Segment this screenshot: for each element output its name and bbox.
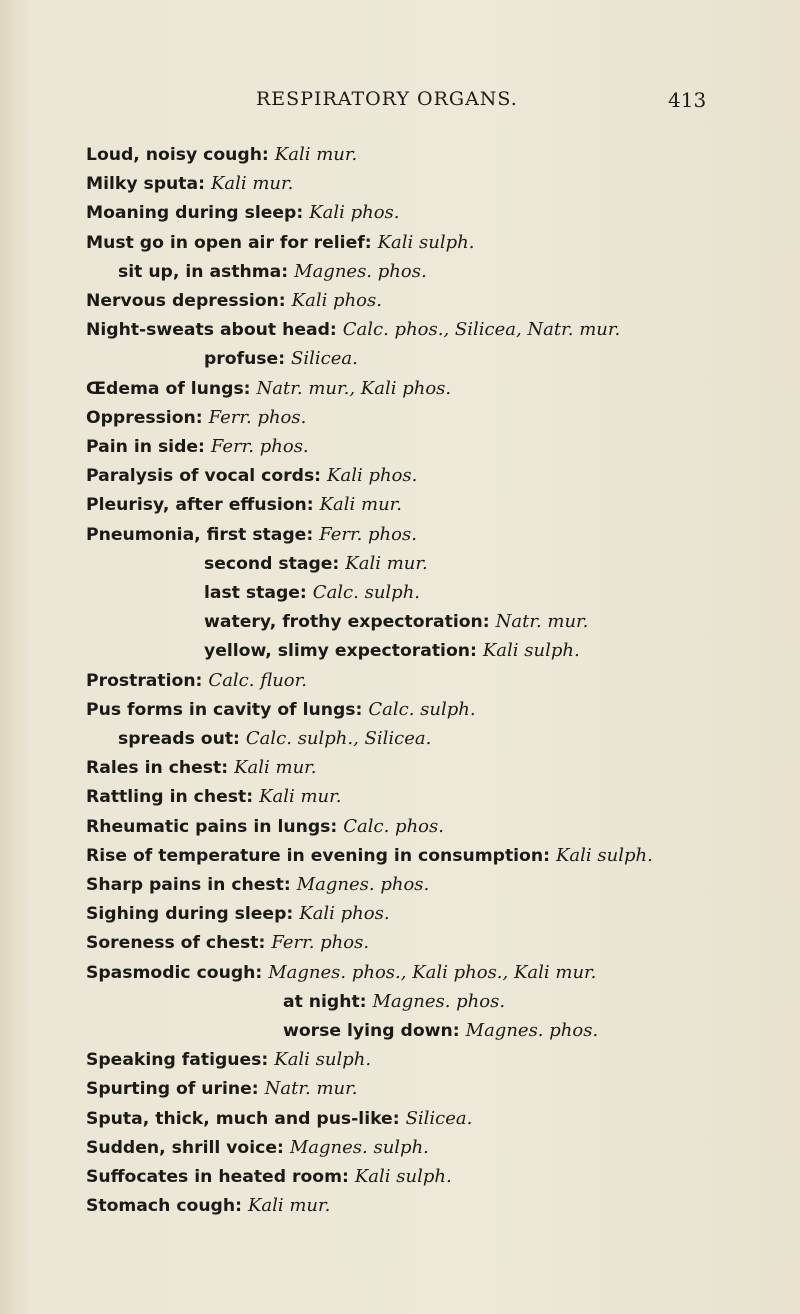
entry-term: Rattling in chest: — [86, 787, 260, 808]
entry-line — [86, 432, 309, 461]
entry-line — [86, 490, 402, 519]
entry-remedy: Natr. mur. — [495, 611, 589, 633]
entry-remedy: Kali mur. — [234, 757, 317, 779]
entry-remedy: Kali sulph. — [377, 231, 475, 253]
entry-remedy: Kali sulph. — [274, 1049, 372, 1071]
entry-line — [86, 1074, 357, 1103]
entry-line — [86, 753, 317, 782]
entry-remedy: Kali mur. — [259, 786, 342, 808]
entry-line — [86, 1104, 472, 1133]
entry-remedy: Natr. mur., Kali phos. — [256, 377, 452, 399]
entry-term: Prostration: — [86, 670, 209, 691]
entry-remedy: Kali phos. — [327, 465, 418, 487]
entry-term: Pneumonia, first stage: — [86, 524, 320, 545]
page-number: 413 — [668, 88, 707, 112]
entry-remedy: Calc. phos. — [343, 815, 444, 837]
entry-line — [86, 958, 596, 987]
entry-remedy: Ferr. phos. — [271, 932, 370, 954]
entry-remedy: Magnes. phos. — [296, 874, 430, 895]
entry-remedy: Calc. sulph. — [368, 698, 476, 720]
entry-term: Pleurisy, after effusion: — [86, 495, 320, 516]
entry-remedy: Silicea. — [291, 348, 358, 370]
entry-term: profuse: — [204, 349, 292, 370]
entry-remedy: Magnes. phos. — [465, 1020, 599, 1041]
entry-remedy: Calc. sulph. — [312, 582, 421, 603]
entry-line — [204, 344, 358, 373]
entry-line — [86, 695, 476, 724]
entry-term: Sharp pains in chest: — [86, 875, 297, 895]
entry-term: watery, frothy expectoration: — [204, 612, 496, 633]
entry-line — [86, 782, 342, 811]
entry-term: Pain in side: — [86, 437, 211, 457]
entry-line — [86, 841, 653, 870]
entry-term: Loud, noisy cough: — [86, 145, 275, 165]
entry-line — [86, 812, 444, 841]
entry-term: Pus forms in cavity of lungs: — [86, 699, 369, 720]
entry-term: Spurting of urine: — [86, 1079, 265, 1100]
entry-term: Suffocates in heated room: — [86, 1167, 355, 1187]
entry-term: Stomach cough: — [86, 1196, 248, 1217]
running-title: RESPIRATORY ORGANS. — [256, 88, 518, 110]
entry-line — [118, 724, 431, 753]
entry-term: Milky sputa: — [86, 174, 211, 195]
entry-remedy: Magnes. phos., Kali phos., Kali mur. — [268, 961, 597, 983]
entry-line — [86, 403, 306, 432]
entry-term: Oppression: — [86, 407, 209, 428]
entry-term: Must go in open air for relief: — [86, 232, 378, 253]
entry-term: Moaning during sleep: — [86, 203, 310, 224]
entry-remedy: Silicea. — [405, 1107, 473, 1129]
entry-term: Rheumatic pains in lungs: — [86, 816, 344, 837]
entry-term: Sputa, thick, much and pus-like: — [86, 1108, 406, 1129]
entry-remedy: Kali mur. — [210, 173, 294, 195]
entry-term: worse lying down: — [283, 1021, 466, 1041]
entry-remedy: Calc. sulph., Silicea. — [245, 728, 432, 749]
entry-remedy: Ferr. phos. — [210, 436, 309, 457]
entry-line — [86, 666, 307, 695]
entry-line — [86, 1133, 429, 1162]
entry-term: Sighing during sleep: — [86, 904, 300, 925]
entry-term: Rise of temperature in evening in consumption: — [86, 845, 556, 866]
entry-remedy: Ferr. phos. — [319, 523, 417, 545]
entry-term: last stage: — [204, 583, 313, 603]
entry-remedy: Kali mur. — [247, 1195, 331, 1217]
entry-term: Soreness of chest: — [86, 933, 272, 954]
entry-line — [86, 228, 474, 257]
entry-remedy: Kali sulph. — [555, 844, 653, 866]
entry-line — [86, 899, 390, 928]
entry-remedy: Kali sulph. — [482, 640, 580, 662]
entry-line — [118, 257, 427, 286]
entry-term: Nervous depression: — [86, 291, 292, 311]
entry-line — [86, 286, 382, 315]
entry-term: second stage: — [204, 553, 346, 574]
entry-line — [86, 520, 417, 549]
entry-term: sit up, in asthma: — [118, 261, 295, 282]
entry-line — [283, 987, 505, 1016]
entry-remedy: Kali sulph. — [354, 1166, 452, 1187]
entry-line — [86, 928, 369, 957]
entry-term: Spasmodic cough: — [86, 962, 269, 983]
entry-term: Œdema of lungs: — [86, 378, 257, 399]
entry-line — [283, 1016, 598, 1045]
entry-term: Sudden, shrill voice: — [86, 1137, 290, 1158]
entry-remedy: Kali mur. — [274, 144, 358, 165]
entry-remedy: Kali mur. — [319, 494, 403, 516]
entry-remedy: Calc. phos., Silicea, Natr. mur. — [342, 319, 621, 341]
entry-term: Night-sweats about head: — [86, 320, 343, 341]
entry-line — [204, 636, 580, 665]
entry-line — [204, 578, 420, 607]
entry-term: Paralysis of vocal cords: — [86, 466, 328, 487]
entry-remedy: Natr. mur. — [264, 1078, 358, 1100]
entry-remedy: Calc. fluor. — [208, 669, 307, 691]
entry-remedy: Magnes. sulph. — [289, 1136, 429, 1158]
entry-line — [86, 870, 429, 899]
entry-line — [86, 169, 293, 198]
page-header — [0, 88, 800, 118]
entry-line — [86, 140, 357, 169]
entry-line — [204, 607, 588, 636]
entry-remedy: Magnes. phos. — [294, 260, 427, 282]
entry-remedy: Kali phos. — [299, 903, 390, 925]
entry-line — [86, 198, 400, 227]
entry-line — [204, 549, 428, 578]
entry-remedy: Magnes. phos. — [372, 990, 506, 1012]
entry-line — [86, 1045, 371, 1074]
entry-remedy: Kali phos. — [309, 202, 400, 224]
entry-term: yellow, slimy expectoration: — [204, 641, 483, 662]
entry-line — [86, 374, 451, 403]
entry-line — [86, 315, 620, 344]
entry-remedy: Kali phos. — [291, 290, 382, 311]
entry-term: spreads out: — [118, 729, 246, 749]
entry-term: Speaking fatigues: — [86, 1050, 275, 1071]
entry-remedy: Ferr. phos. — [208, 406, 307, 428]
entry-remedy: Kali mur. — [345, 552, 428, 574]
entry-line — [86, 1162, 452, 1191]
entry-term: at night: — [283, 991, 373, 1012]
entry-term: Rales in chest: — [86, 758, 235, 779]
entry-line — [86, 461, 417, 490]
entry-line — [86, 1191, 330, 1220]
